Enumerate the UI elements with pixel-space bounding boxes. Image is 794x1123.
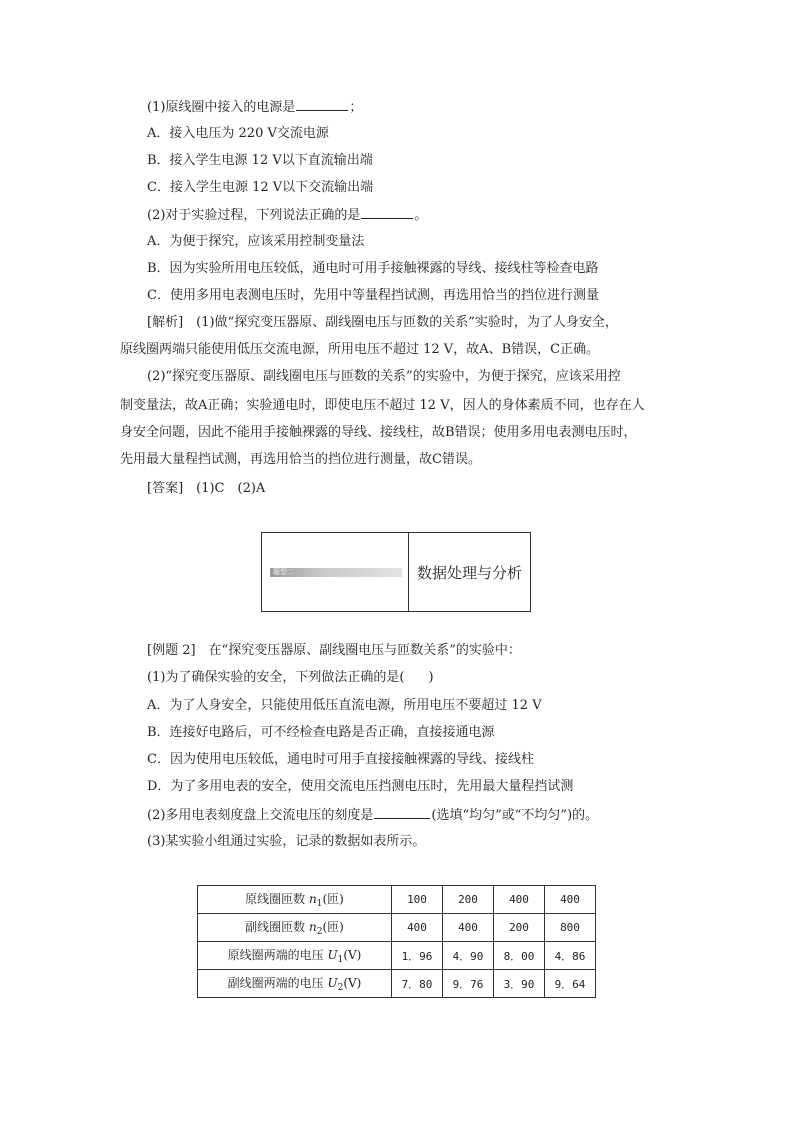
table-cell: 400	[443, 914, 494, 942]
example-2-option-d: D．为了多用电表的安全，使用交流电压挡测电压时，先用最大量程挡试测	[147, 779, 574, 794]
row-header	[198, 914, 392, 942]
example-2-option-b: B．连接好电路后，可不经检查电路是否正确，直接接通电源	[147, 725, 495, 740]
table-cell: 1．96	[392, 942, 443, 970]
table-cell: 3．90	[494, 970, 545, 998]
table-cell: 200	[443, 886, 494, 914]
table-cell: 4．86	[545, 942, 596, 970]
analysis-line: [解析] (1)做“探究变压器原、副线圈电压与匝数的关系”实验时，为了人身安全，	[147, 315, 618, 330]
table-cell: 9．64	[545, 970, 596, 998]
row-unit: (匝)	[322, 892, 344, 906]
table-cell: 400	[392, 914, 443, 942]
question-2-text: (2)对于实验过程，下列说法正确的是	[147, 208, 361, 223]
question-2-option-a: A．为便于探究，应该采用控制变量法	[147, 234, 365, 249]
example-2-question-2	[147, 806, 598, 825]
row-header	[198, 942, 392, 970]
example-2-intro: [例题 2] 在“探究变压器原、副线圈电压与匝数关系”的实验中：	[147, 643, 521, 658]
question-1-suffix: ；	[349, 100, 363, 115]
section-title: 数据处理与分析	[416, 563, 522, 582]
table-cell: 200	[494, 914, 545, 942]
example-2-question-2-text: (2)多用电表刻度盘上交流电压的刻度是	[147, 808, 374, 823]
section-tag-label: 题型二	[273, 568, 294, 576]
analysis-line: 身安全问题，因此不能用手接触裸露的导线、接线柱，故B错误；使用多用电表测电压时，	[120, 425, 637, 440]
row-sub: 2	[337, 983, 344, 993]
row-sub: 1	[316, 899, 323, 909]
table-cell: 100	[392, 886, 443, 914]
question-1-option-c: C．接入学生电源 12 V以下交流输出端	[147, 180, 374, 195]
row-header	[198, 970, 392, 998]
section-tag-bar	[270, 568, 402, 577]
table-cell: 7．80	[392, 970, 443, 998]
table-cell: 400	[494, 886, 545, 914]
example-2-question-3: (3)某实验小组通过实验，记录的数据如表所示。	[147, 834, 426, 849]
table-row	[198, 886, 596, 914]
analysis-line: 制变量法，故A正确；实验通电时，即使电压不超过 12 V，因人的身体素质不同，也存在人	[120, 398, 645, 413]
row-label: 副线圈匝数	[245, 920, 309, 934]
example-2-option-a: A．为了人身安全，只能使用低压直流电源，所用电压不要超过 12 V	[147, 698, 542, 713]
row-var: n	[308, 920, 317, 934]
question-1-stem	[147, 98, 362, 117]
data-table	[197, 885, 596, 998]
analysis-line: (2)“探究变压器原、副线圈电压与匝数的关系”的实验中，为便于探究，应该采用控	[147, 369, 621, 384]
table-row	[198, 970, 596, 998]
question-1-option-b: B．接入学生电源 12 V以下直流输出端	[147, 153, 373, 168]
row-sub: 2	[316, 927, 323, 937]
row-label: 原线圈匝数	[245, 892, 309, 906]
row-var: U	[327, 976, 338, 990]
table-cell: 9．76	[443, 970, 494, 998]
row-header	[198, 886, 392, 914]
question-2-stem	[147, 206, 427, 225]
row-label: 原线圈两端的电压	[227, 948, 328, 962]
row-unit: (V)	[343, 948, 362, 962]
question-2-option-b: B．因为实验所用电压较低，通电时可用手接触裸露的导线、接线柱等检查电路	[147, 261, 599, 276]
example-2-question-2-suffix: (选填“均匀”或“不均匀”)的。	[431, 808, 599, 823]
table-cell: 400	[545, 886, 596, 914]
row-unit: (V)	[343, 976, 362, 990]
row-var: U	[327, 948, 338, 962]
question-1-text: (1)原线圈中接入的电源是	[147, 100, 296, 115]
table-row	[198, 914, 596, 942]
section-tag-cell	[262, 533, 409, 611]
section-header-box	[261, 532, 531, 612]
row-unit: (匝)	[322, 920, 344, 934]
paren-close: )	[428, 670, 434, 685]
row-sub: 1	[337, 955, 344, 965]
question-2-option-c: C．使用多用电表测电压时，先用中等量程挡试测，再选用恰当的挡位进行测量	[147, 288, 599, 303]
row-label: 副线圈两端的电压	[227, 976, 328, 990]
question-1-option-a: A．接入电压为 220 V交流电源	[147, 126, 329, 141]
analysis-line: 先用最大量程挡试测，再选用恰当的挡位进行测量，故C错误。	[120, 452, 481, 467]
analysis-line: 原线圈两端只能使用低压交流电源，所用电压不超过 12 V，故A、B错误，C正确。	[120, 342, 600, 357]
table-cell: 800	[545, 914, 596, 942]
answer-line: [答案] (1)C (2)A	[147, 481, 266, 496]
table-row	[198, 942, 596, 970]
table-cell: 8．00	[494, 942, 545, 970]
table-cell: 4．90	[443, 942, 494, 970]
question-2-suffix: 。	[414, 208, 428, 223]
row-var: n	[308, 892, 317, 906]
example-2-question-1-text: (1)为了确保实验的安全，下列做法正确的是(	[147, 670, 405, 685]
example-2-option-c: C．因为使用电压较低，通电时可用手直接接触裸露的导线、接线柱	[147, 752, 534, 767]
example-2-question-1	[147, 669, 434, 687]
answer-blank	[296, 98, 348, 111]
answer-blank	[361, 206, 413, 219]
answer-blank	[374, 806, 430, 819]
